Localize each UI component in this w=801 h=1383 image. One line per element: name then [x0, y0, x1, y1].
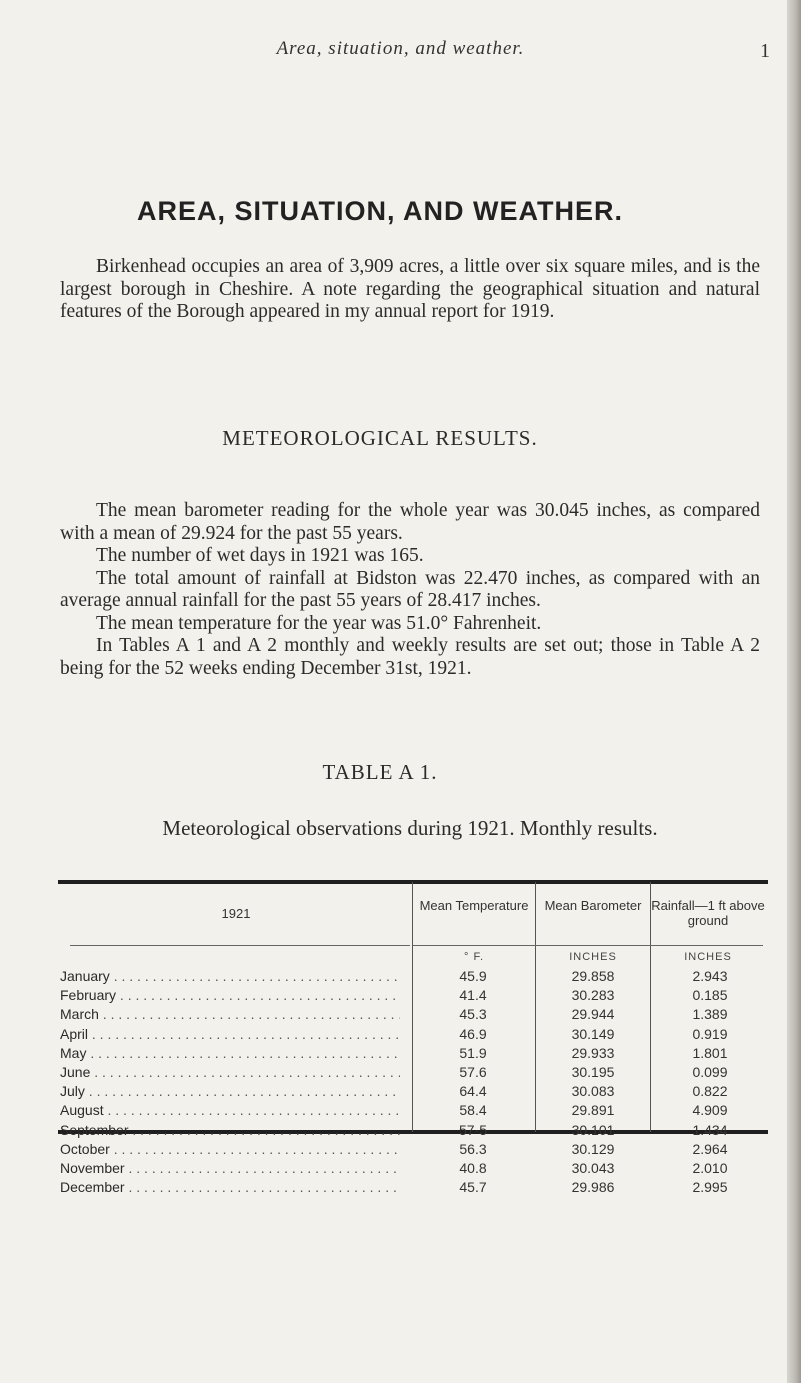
table-caption: Meteorological observations during 1921. Monthly results.	[162, 816, 658, 840]
page-title: AREA, SITUATION, AND WEATHER.	[137, 196, 623, 226]
section-heading: METEOROLOGICAL RESULTS.	[222, 426, 538, 450]
month-cell: September . . .	[60, 1122, 400, 1138]
barometer-cell: 29.933	[571, 1044, 615, 1061]
results-text	[60, 500, 760, 680]
temperature-cell: 45.9	[459, 968, 487, 984]
temperature-cell: 58.4	[459, 1102, 487, 1119]
results-paragraph: The mean barometer reading for the whole year was 30.045 inches, as compared with a mean of 29.924 for the past 55 years.	[60, 500, 760, 544]
col-header-rainfall: Rainfall—1 ft above ground	[651, 898, 765, 928]
barometer-cell: 30.043	[571, 1159, 615, 1176]
temperature-cell: 56.3	[459, 1140, 487, 1157]
temperature-cell: 46.9	[459, 1025, 487, 1042]
table-body	[60, 968, 768, 1198]
col-header-barometer: Mean Barometer	[544, 898, 642, 913]
month-cell: March . . .	[60, 1006, 400, 1022]
rainfall-cell: 4.909	[692, 1102, 728, 1119]
barometer-cell: 30.101	[571, 1121, 615, 1138]
table-row	[60, 987, 768, 1006]
barometer-cell: 30.283	[571, 987, 615, 1004]
table-row	[60, 968, 768, 987]
barometer-cell: 29.858	[571, 968, 615, 984]
table-row	[60, 1083, 768, 1102]
results-paragraph: The total amount of rainfall at Bidston was 22.470 inches, as compared with an average annual rainfall for the past 55 years of 28.417 inches.	[60, 567, 760, 611]
rainfall-cell: 2.010	[692, 1159, 728, 1176]
col-header-year: 1921	[221, 906, 251, 921]
rainfall-cell: 2.964	[692, 1140, 728, 1157]
page-edge-shadow	[787, 0, 801, 1383]
month-cell: August . . .	[60, 1102, 400, 1118]
table-row	[60, 1179, 768, 1198]
col-header-temperature: Mean Temperature	[419, 898, 529, 913]
rainfall-cell: 0.919	[692, 1025, 728, 1042]
month-cell: January . . .	[60, 968, 400, 984]
table-row	[60, 1045, 768, 1064]
temperature-cell: 57.6	[459, 1063, 487, 1080]
header-rule	[70, 945, 410, 946]
running-head: Area, situation, and weather.	[276, 38, 525, 59]
table-top-rule	[58, 880, 768, 884]
unit-barometer: INCHES	[569, 951, 617, 963]
table-row	[60, 1064, 768, 1083]
temperature-cell: 45.7	[459, 1179, 487, 1196]
barometer-cell: 30.083	[571, 1083, 615, 1100]
temperature-cell: 41.4	[459, 987, 487, 1004]
month-cell: June . . .	[60, 1064, 400, 1080]
rainfall-cell: 0.185	[692, 987, 728, 1004]
month-cell: May . . .	[60, 1045, 400, 1061]
temperature-cell: 57·5	[458, 1121, 488, 1138]
barometer-cell: 29.891	[571, 1102, 615, 1119]
rainfall-cell: 2.995	[692, 1179, 728, 1196]
barometer-cell: 30.195	[571, 1063, 615, 1080]
header-rule	[413, 945, 763, 946]
temperature-cell: 51.9	[459, 1044, 487, 1061]
rainfall-cell: 2.943	[692, 968, 728, 984]
rainfall-cell: 0.822	[692, 1083, 728, 1100]
table-row	[60, 1026, 768, 1045]
table-row	[60, 1160, 768, 1179]
barometer-cell: 30.149	[571, 1025, 615, 1042]
table-row	[60, 1141, 768, 1160]
temperature-cell: 45.3	[459, 1006, 487, 1023]
temperature-cell: 64.4	[459, 1083, 487, 1100]
temperature-cell: 40.8	[459, 1159, 487, 1176]
results-paragraph: In Tables A 1 and A 2 monthly and weekly results are set out; those in Table A 2 being for the 52 weeks ending December 31st, 1921.	[60, 635, 760, 679]
month-cell: April . . .	[60, 1026, 400, 1042]
month-cell: October . . .	[60, 1141, 400, 1157]
rainfall-cell: 1.389	[692, 1006, 728, 1023]
rainfall-cell: 1.801	[692, 1044, 728, 1061]
table-row	[60, 1102, 768, 1121]
rainfall-cell: 1.434	[692, 1121, 728, 1138]
table-row	[60, 1006, 768, 1025]
results-paragraph: The mean temperature for the year was 51.0° Fahrenheit.	[96, 612, 542, 634]
rainfall-cell: 0.099	[692, 1063, 728, 1080]
month-cell: December . . .	[60, 1179, 400, 1195]
month-cell: July . . .	[60, 1083, 400, 1099]
page-number: 1	[760, 40, 770, 62]
table-row	[60, 1122, 768, 1141]
unit-temperature: ° F.	[463, 951, 484, 963]
intro-text: Birkenhead occupies an area of 3,909 acres, a little over six square miles, and is the largest borough in Cheshire. A note regarding the geographical situation and natural features of the Borough appeared in my annual report for 1919.	[60, 256, 760, 322]
unit-rainfall: INCHES	[684, 951, 732, 963]
barometer-cell: 30.129	[571, 1140, 615, 1157]
month-cell: November . . .	[60, 1160, 400, 1176]
month-cell: February . . .	[60, 987, 400, 1003]
results-paragraph: The number of wet days in 1921 was 165.	[96, 545, 424, 566]
barometer-cell: 29.944	[571, 1006, 615, 1023]
intro-paragraph	[60, 256, 760, 324]
table-label: TABLE A 1.	[322, 760, 438, 784]
barometer-cell: 29.986	[571, 1179, 615, 1196]
